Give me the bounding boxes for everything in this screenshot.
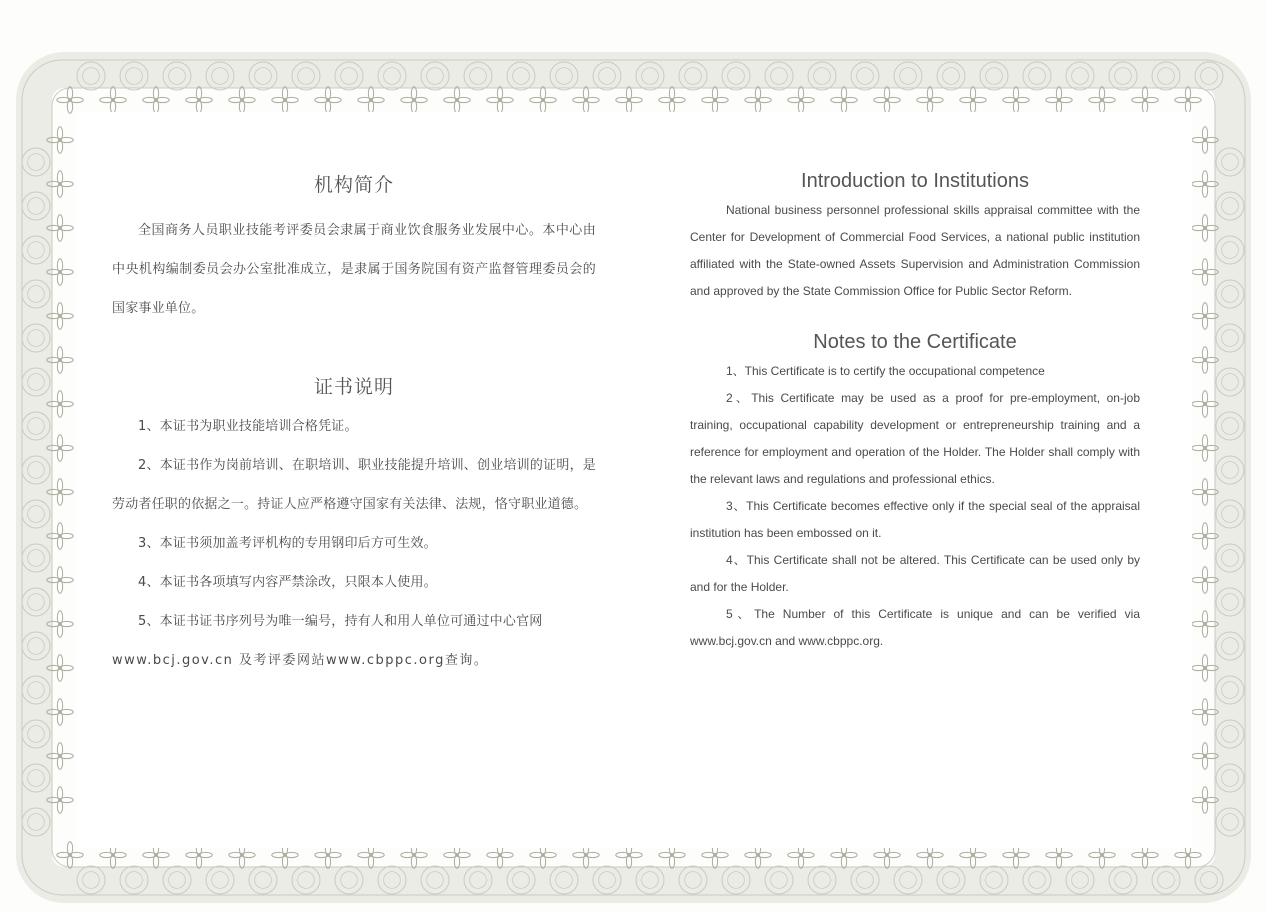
border-motif xyxy=(799,853,803,857)
border-motif xyxy=(670,98,674,102)
border-motif xyxy=(1057,853,1061,857)
border-motif xyxy=(1100,98,1104,102)
border-motif xyxy=(756,853,760,857)
border-motif xyxy=(928,98,932,102)
border-motif xyxy=(498,98,502,102)
border-motif xyxy=(58,314,62,318)
border-motif xyxy=(240,98,244,102)
border-motif xyxy=(1203,226,1207,230)
border-motif xyxy=(971,853,975,857)
note-cn-2: 2、本证书作为岗前培训、在职培训、职业技能提升培训、创业培训的证明，是劳动者任职的依据之一。持证人应严格遵守国家有关法律、法规，恪守职业道德。 xyxy=(112,458,596,512)
border-motif xyxy=(283,98,287,102)
border-motif xyxy=(58,666,62,670)
border-motif xyxy=(1203,314,1207,318)
border-motif xyxy=(369,98,373,102)
border-motif xyxy=(584,853,588,857)
border-motif xyxy=(627,98,631,102)
notes-list-en xyxy=(690,358,1140,655)
border-motif xyxy=(498,853,502,857)
border-motif xyxy=(627,853,631,857)
border-motif xyxy=(455,98,459,102)
border-motif xyxy=(1203,182,1207,186)
border-motif xyxy=(1203,534,1207,538)
border-motif xyxy=(1203,622,1207,626)
border-motif xyxy=(670,853,674,857)
border-motif xyxy=(240,853,244,857)
border-motif xyxy=(58,754,62,758)
border-motif xyxy=(1014,98,1018,102)
note-en-5: 5、The Number of this Certificate is unique and can be verified via www.bcj.gov.cn and www.cbppc.org. xyxy=(690,607,1140,648)
border-motif xyxy=(1203,490,1207,494)
border-motif xyxy=(1203,446,1207,450)
border-motif xyxy=(1203,358,1207,362)
note-cn-1: 1、本证书为职业技能培训合格凭证。 xyxy=(138,419,358,434)
border-motif xyxy=(1203,710,1207,714)
note-en-1: 1、This Certificate is to certify the occupational competence xyxy=(726,364,1045,378)
border-motif xyxy=(1203,138,1207,142)
border-motif xyxy=(541,98,545,102)
border-motif xyxy=(1014,853,1018,857)
border-motif xyxy=(58,226,62,230)
border-motif xyxy=(58,358,62,362)
border-motif xyxy=(1186,98,1190,102)
notes-heading-en: Notes to the Certificate xyxy=(813,331,1017,353)
border-motif xyxy=(58,182,62,186)
border-motif xyxy=(58,622,62,626)
border-motif xyxy=(928,853,932,857)
border-motif xyxy=(111,98,115,102)
border-motif xyxy=(842,98,846,102)
border-motif xyxy=(541,853,545,857)
border-motif xyxy=(58,270,62,274)
notes-heading-cn: 证书说明 xyxy=(313,376,394,398)
border-motif xyxy=(885,853,889,857)
border-motif xyxy=(842,853,846,857)
note-en-2: 2、This Certificate may be used as a proof for pre-employment, on-job training, occupational capability development or entrepreneurship training and a reference for employment and operation of the Holder. The Holder shall comply with the relevant laws and regulations and professional ethics. xyxy=(690,391,1140,486)
english-column xyxy=(690,170,1140,655)
border-motif xyxy=(1203,578,1207,582)
border-motif xyxy=(713,98,717,102)
border-motif xyxy=(369,853,373,857)
institution-text-cn: 全国商务人员职业技能考评委员会隶属于商业饮食服务业发展中心。本中心由中央机构编制委员会办公室批准成立，是隶属于国务院国有资产监督管理委员会的国家事业单位。 xyxy=(112,223,596,316)
border-motif xyxy=(326,98,330,102)
border-motif xyxy=(58,710,62,714)
border-motif xyxy=(756,98,760,102)
border-motif xyxy=(1203,666,1207,670)
border-motif xyxy=(111,853,115,857)
border-motif xyxy=(58,446,62,450)
border-motif xyxy=(197,98,201,102)
border-motif xyxy=(799,98,803,102)
border-motif xyxy=(885,98,889,102)
note-cn-5-url: www.bcj.gov.cn 及考评委网站www.cbppc.org查询。 xyxy=(112,653,489,668)
border-motif xyxy=(154,853,158,857)
institution-text-en: National business personnel professional skills appraisal committee with the Center for Development of Commercial Food Services, a national public institution affiliated with the State-owned Assets Supervision and Administration Commission and approved by the State Commission Office for Public Sector Reform. xyxy=(690,203,1140,298)
border-motif xyxy=(326,853,330,857)
border-motif xyxy=(412,98,416,102)
border-motif xyxy=(412,853,416,857)
border-motif xyxy=(154,98,158,102)
border-motif xyxy=(1203,270,1207,274)
border-motif xyxy=(1186,853,1190,857)
border-motif xyxy=(1057,98,1061,102)
note-en-3: 3、This Certificate becomes effective only if the special seal of the appraisal institution has been embossed on it. xyxy=(690,499,1140,540)
border-motif xyxy=(713,853,717,857)
border-motif xyxy=(58,490,62,494)
note-cn-5: 5、本证书证书序列号为唯一编号，持有人和用人单位可通过中心官网 xyxy=(138,614,543,629)
border-motif xyxy=(971,98,975,102)
border-motif xyxy=(58,578,62,582)
border-motif xyxy=(283,853,287,857)
border-motif xyxy=(1143,98,1147,102)
note-cn-4: 4、本证书各项填写内容严禁涂改，只限本人使用。 xyxy=(138,575,437,590)
border-motif xyxy=(68,853,72,857)
institution-heading-en: Introduction to Institutions xyxy=(801,170,1029,192)
border-motif xyxy=(584,98,588,102)
note-en-4: 4、This Certificate shall not be altered. This Certificate can be used only by and for the Holder. xyxy=(690,553,1140,594)
border-motif xyxy=(1100,853,1104,857)
chinese-column xyxy=(112,170,596,680)
note-cn-3: 3、本证书须加盖考评机构的专用钢印后方可生效。 xyxy=(138,536,437,551)
border-motif xyxy=(58,402,62,406)
border-motif xyxy=(1203,402,1207,406)
border-motif xyxy=(197,853,201,857)
notes-list-cn xyxy=(112,407,596,680)
institution-heading-cn: 机构简介 xyxy=(313,174,394,196)
border-motif xyxy=(1203,798,1207,802)
border-motif xyxy=(58,138,62,142)
border-motif xyxy=(455,853,459,857)
border-motif xyxy=(1143,853,1147,857)
border-motif xyxy=(68,98,72,102)
border-motif xyxy=(58,798,62,802)
border-motif xyxy=(58,534,62,538)
border-motif xyxy=(1203,754,1207,758)
